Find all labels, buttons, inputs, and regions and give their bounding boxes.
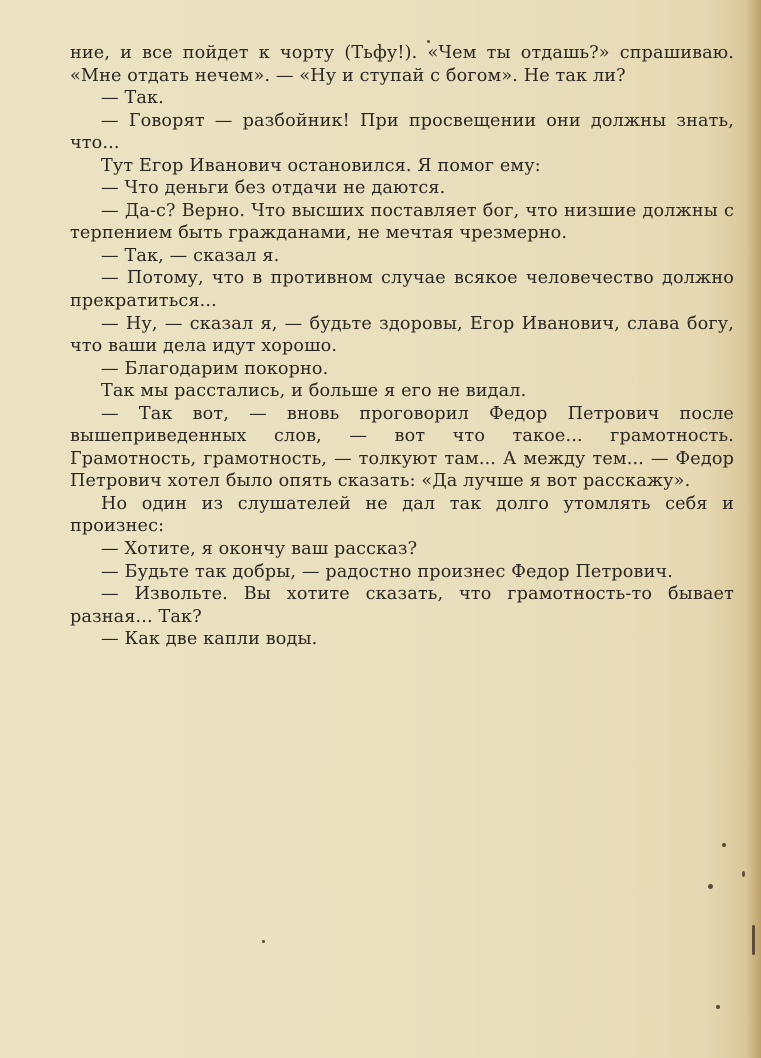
paragraph: Тут Егор Иванович остановился. Я помог ему:: [101, 155, 541, 176]
paragraph: — Ну, — сказал я, — будьте здоровы, Егор Иванович, слава богу, что ваши дела идут хорошо.: [70, 313, 734, 357]
paragraph: Так мы расстались, и больше я его не видал.: [101, 381, 527, 402]
paragraph: — Извольте. Вы хотите сказать, что грамотность-то бывает разная... Так?: [70, 584, 734, 627]
paper-speck: [716, 1005, 720, 1009]
paper-speck: [427, 40, 430, 43]
paper-speck: [722, 843, 726, 847]
paper-speck: [742, 871, 745, 877]
paragraph: — Говорят — разбойник! При просвещении они должны знать, что...: [70, 110, 734, 154]
paragraph: — Так, — сказал я.: [101, 245, 280, 266]
page-text: [70, 42, 734, 651]
paragraph: Но один из слушателей не дал так долго утомлять себя и произнес:: [70, 493, 734, 537]
paragraph: — Так вот, — вновь проговорил Федор Петрович после вышеприведенных слов, — вот что такое... грамотность. Грамотность, грамотность, — толкуют там... А между тем... — Федор Петрович хотел было опять сказать: «Да лучше я вот расскажу».: [70, 403, 734, 492]
paper-speck: [708, 884, 713, 889]
paragraph: — Потому, что в противном случае всякое человечество должно прекратиться...: [70, 268, 734, 312]
paragraph: — Что деньги без отдачи не даются.: [101, 178, 446, 199]
page-edge-shadow: [747, 0, 761, 1058]
paragraph: — Да-с? Верно. Что высших поставляет бог, что низшие должны с терпением быть гражданами, не мечтая чрезмерно.: [70, 200, 734, 244]
paragraph: — Как две капли воды.: [101, 629, 318, 650]
paper-speck: [262, 940, 265, 943]
paragraph: — Будьте так добры, — радостно произнес Федор Петрович.: [101, 561, 673, 582]
paper-speck: [752, 925, 755, 955]
paragraph: ние, и все пойдет к чорту (Тьфу!). «Чем ты отдашь?» спрашиваю. «Мне отдать нечем». — «Ну и ступай с богом». Не так ли?: [70, 43, 734, 86]
paragraph: — Хотите, я окончу ваш рассказ?: [101, 539, 418, 560]
paragraph: — Так.: [101, 88, 164, 109]
paragraph: — Благодарим покорно.: [101, 358, 329, 379]
